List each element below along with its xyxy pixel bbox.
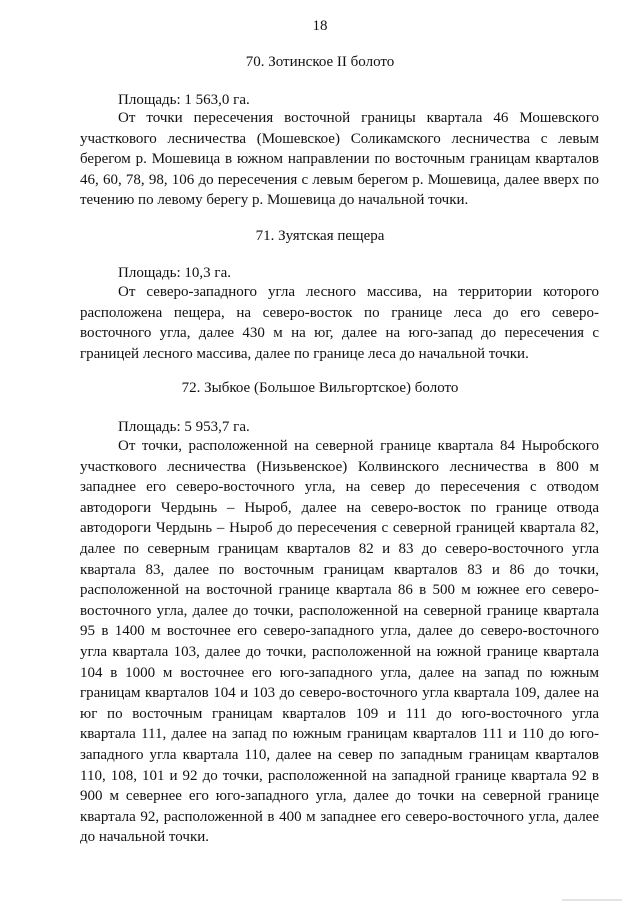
section-description: От точки пересечения восточной границы квартала 46 Мошевского участкового лесничества (Мошевское) Соликамского лесничества с левым берегом р. Мошевица в южном направлении по восточным границам кварталов 46, 60, 78, 98, 106 до пересечения с левым берегом р. Мошевица, далее вверх по течению по левому берегу р. Мошевица до начальной точки.	[80, 110, 599, 209]
section-title: 71. Зуятская пещера	[255, 228, 385, 244]
section-description: От северо-западного угла лесного массива, на территории которого расположена пещера, на северо-восток по границе леса до его северо-восточного угла, далее 430 м на юг, далее на юго-запад до пересечения с границей лесного массива, далее по границе леса до начальной точки.	[80, 284, 599, 362]
section-description: От точки, расположенной на северной границе квартала 84 Ныробского участкового лесничества (Низьвенское) Колвинского лесничества в 800 м западнее его северо-восточного угла, на север до пересечения с отводом автодороги Чердынь – Ныроб, далее на северо-восток по границе отвода автодороги Чердынь – Ныроб до пересечения с северной границей квартала 82, далее по северным границам кварталов 82 и 83 до северо-восточного угла квартала 83, далее по восточным границам кварталов 83 и 86 до точки, расположенной на восточной границе квартала 86 в 500 м южнее его северо-восточного угла, далее до точки, расположенной на северной границе квартала 95 в 1400 м восточнее его северо-западного угла, далее до северо-восточного угла квартала 103, далее до точки, расположенной на южной границе квартала 104 в 1000 м восточнее его юго-западного угла, далее на запад по южным границам кварталов 104 и 103 до северо-восточного угла квартала 109, далее на юг по восточным границам кварталов 109 и 111 до юго-восточного угла квартала 111, далее на запад по южным границам кварталов 111 и 110 до юго-западного угла квартала 110, далее на север по западным границам кварталов 110, 108, 101 и 92 до точки, расположенной на западной границе квартала 92 в 900 м севернее его юго-западного угла, далее до точки на северной границе квартала 92, расположенной в 400 м западнее его северо-восточного угла, далее до начальной точки.	[80, 438, 599, 846]
page-number: 18	[312, 18, 328, 34]
section-area: Площадь: 1 563,0 га.	[118, 92, 250, 108]
section-title: 72. Зыбкое (Большое Вильгортское) болото	[181, 380, 459, 396]
section-area: Площадь: 5 953,7 га.	[118, 419, 250, 435]
section-title: 70. Зотинское II болото	[245, 54, 395, 70]
scan-mark	[562, 899, 622, 901]
section-area: Площадь: 10,3 га.	[118, 265, 231, 281]
